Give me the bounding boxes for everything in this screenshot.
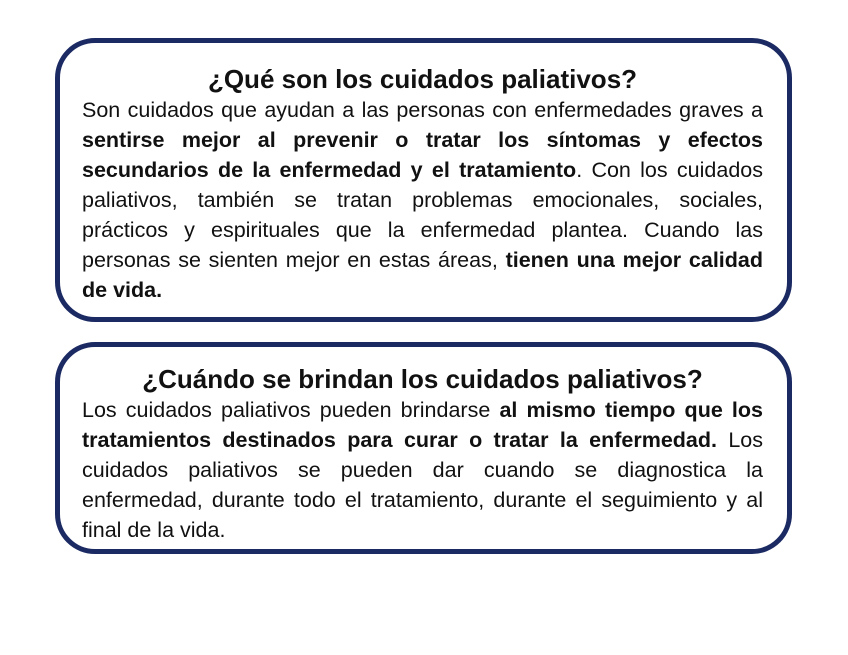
info-card-what-is-palliative-care [55,38,792,322]
body-text: Los cuidados paliativos pueden brindarse [82,398,500,422]
body-text: . Con los cuidados paliativos, también se tratan problemas emocionales, sociales, prácticos y espirituales que la enfermedad plantea. Cuando las personas se sienten mejor en estas áreas, [82,158,763,272]
body-emphasis: tienen una mejor calidad de vida. [82,248,763,302]
section-title: ¿Cuándo se brindan los cuidados paliativos? [142,364,703,394]
section-title: ¿Qué son los cuidados paliativos? [207,64,638,94]
section-body [82,395,763,545]
body-emphasis: al mismo tiempo que los tratamientos destinados para curar o tratar la enfermedad. [82,398,763,452]
body-emphasis: sentirse mejor al prevenir o tratar los síntomas y efectos secundarios de la enfermedad y el tratamiento [82,128,763,182]
body-text: Los cuidados paliativos se pueden dar cuando se diagnostica la enfermedad, durante todo el tratamiento, durante el seguimiento y al final de la vida. [82,428,763,542]
body-text: Son cuidados que ayudan a las personas con enfermedades graves a [82,98,763,122]
section-body [82,95,763,305]
info-card-when-is-palliative-care-given [55,342,792,554]
